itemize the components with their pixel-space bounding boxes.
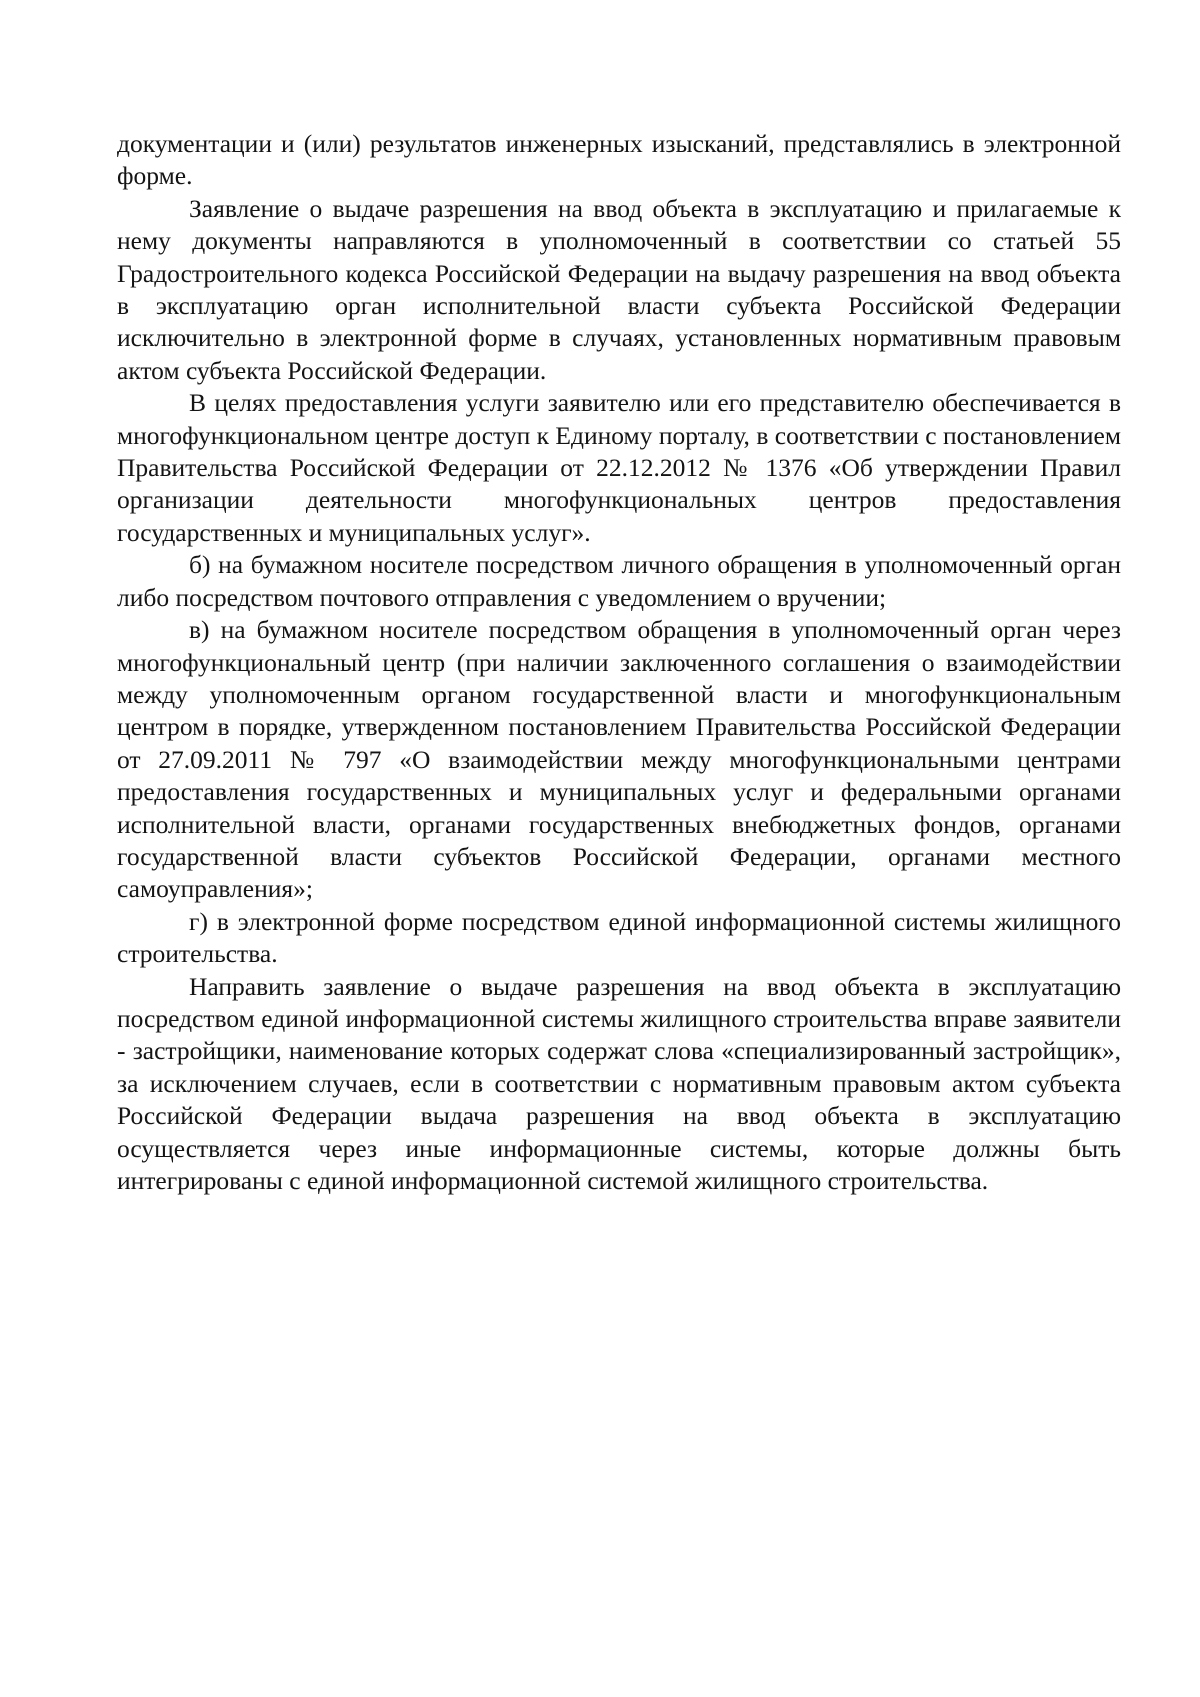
paragraph-item-v-paper-mfc: в) на бумажном носителе посредством обращения в уполномоченный орган через многофункциональный центр (при наличии заключенного соглашения о взаимодействии между уполномоченным органом государственной власти и многофункциональным центром в порядке, утвержденном постановлением Правительства Российской Федерации от 27.09.2011 № 797 «О взаимодействии между многофункциональными центрами предоставления государственных и муниципальных услуг и федеральными органами исполнительной власти, органами государственных внебюджетных фондов, органами государственной власти субъектов Российской Федерации, органами местного самоуправления»; xyxy=(117,615,1121,904)
paragraph-continuation: документации и (или) результатов инженерных изысканий, представлялись в электронной форме. xyxy=(117,129,1121,191)
paragraph-mfc-portal-access: В целях предоставления услуги заявителю или его представителю обеспечивается в многофункциональном центре доступ к Единому порталу, в соответствии с постановлением Правительства Российской Федерации от 22.12.2012 № 1376 «Об утверждении Правил организации деятельности многофункциональных центров предоставления государственных и муниципальных услуг». xyxy=(117,388,1121,547)
paragraph-specialized-developers: Направить заявление о выдаче разрешения на ввод объекта в эксплуатацию посредством единой информационной системы жилищного строительства вправе заявители - застройщики, наименование которых содержат слова «специализированный застройщик», за исключением случаев, если в соответствии с нормативным правовым актом субъекта Российской Федерации выдача разрешения на ввод объекта в эксплуатацию осуществляется через иные информационные системы, которые должны быть интегрированы с единой информационной системой жилищного строительства. xyxy=(117,971,1121,1195)
paragraph-application-electronic-form: Заявление о выдаче разрешения на ввод объекта в эксплуатацию и прилагаемые к нему документы направляются в уполномоченный в соответствии со статьей 55 Градостроительного кодекса Российской Федерации на выдачу разрешения на ввод объекта в эксплуатацию орган исполнительной власти субъекта Российской Федерации исключительно в электронной форме в случаях, установленных нормативным правовым актом субъекта Российской Федерации. xyxy=(117,193,1121,385)
document-body xyxy=(117,128,1121,1197)
paragraph-item-g-electronic-eisgs: г) в электронной форме посредством единой информационной системы жилищного строительства. xyxy=(117,906,1121,969)
paragraph-item-b-paper-personal: б) на бумажном носителе посредством личного обращения в уполномоченный орган либо посредством почтового отправления с уведомлением о вручении; xyxy=(117,550,1121,612)
